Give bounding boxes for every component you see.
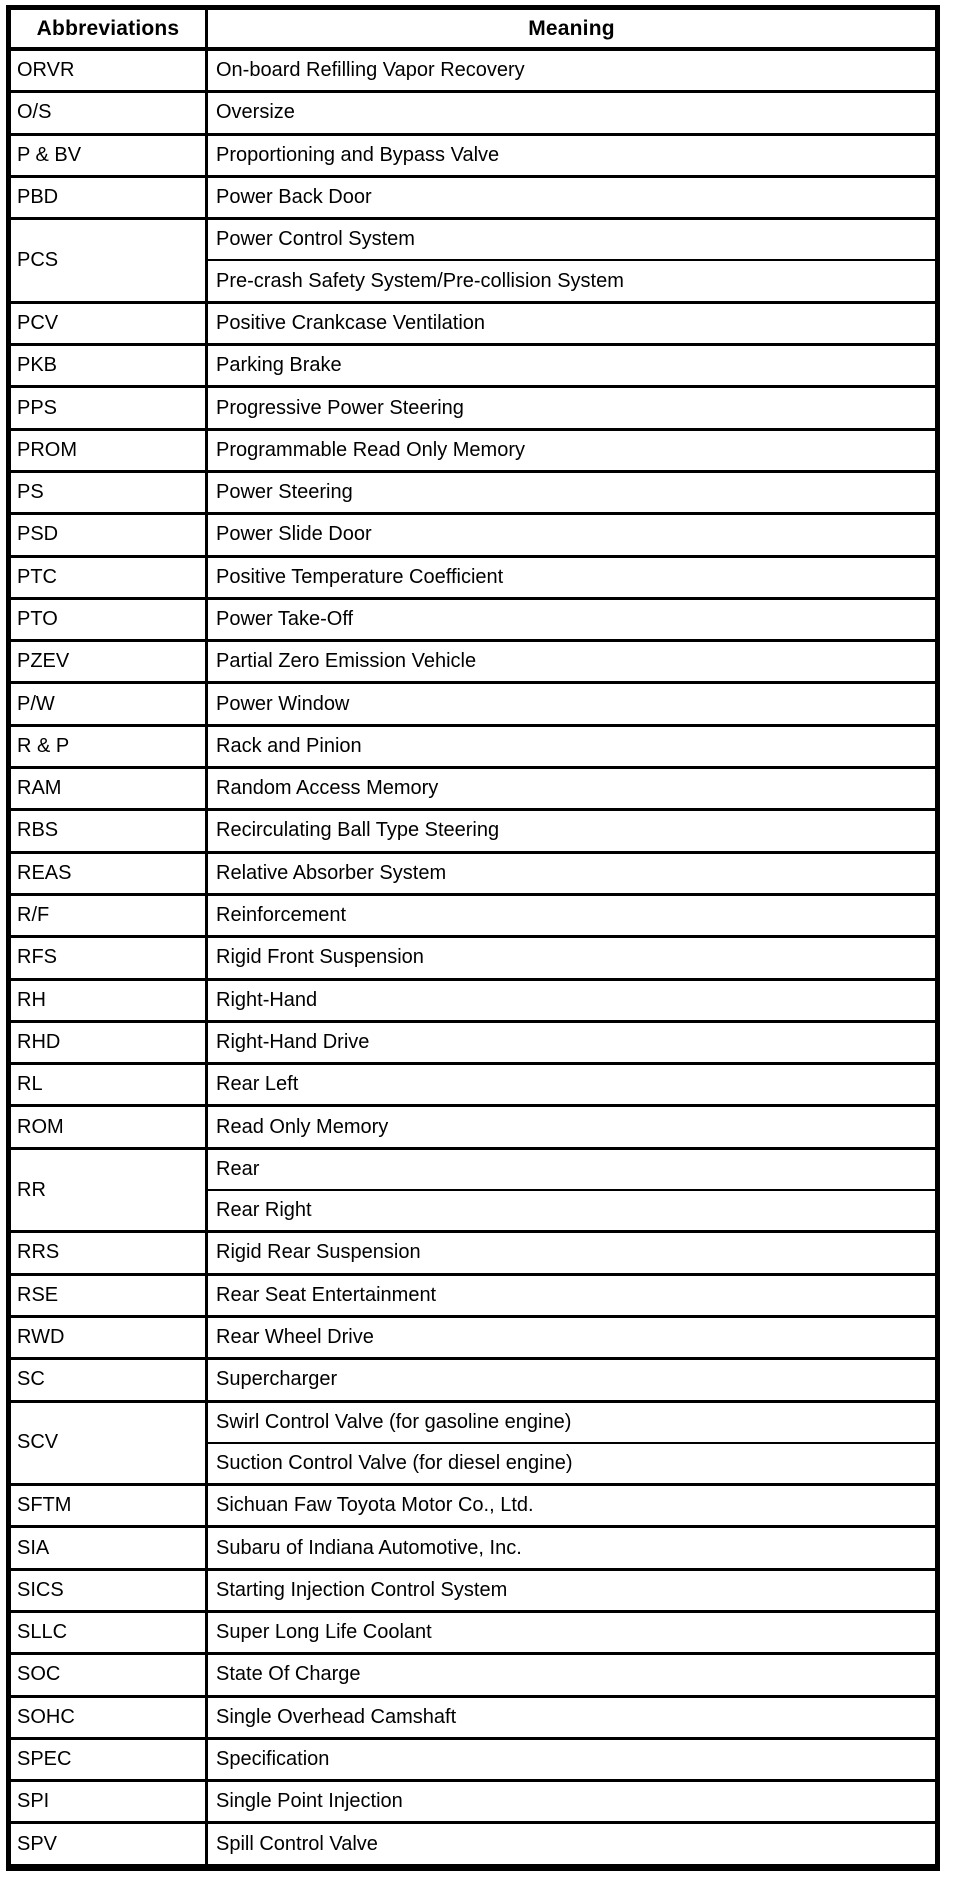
- abbreviation-cell: RH: [17, 988, 46, 1011]
- table-row: [11, 470, 935, 512]
- table-row: [11, 175, 935, 217]
- table-row: [11, 343, 935, 385]
- meaning-cell: Single Overhead Camshaft: [216, 1705, 457, 1728]
- table-row: [11, 893, 935, 935]
- meaning-stack: [205, 515, 935, 554]
- abbreviation-cell: SLLC: [17, 1621, 68, 1644]
- meaning-cell: Rear Seat Entertainment: [216, 1283, 437, 1306]
- meaning-stack: [205, 727, 935, 766]
- table-row: [11, 1652, 935, 1694]
- table-row: [11, 1273, 935, 1315]
- meaning-cell: Progressive Power Steering: [216, 396, 464, 419]
- abbreviation-cell: ROM: [17, 1115, 64, 1138]
- meaning-cell: Power Control System: [216, 228, 415, 251]
- meaning-cell: Rear: [216, 1157, 260, 1180]
- meaning-cell: Power Take-Off: [216, 608, 354, 630]
- table-row: [11, 1230, 935, 1272]
- meaning-cell: Positive Temperature Coefficient: [216, 565, 504, 588]
- meaning-cell: Power Steering: [216, 481, 353, 504]
- meaning-cell: Programmable Read Only Memory: [216, 438, 525, 461]
- meaning-stack: [205, 1740, 935, 1779]
- meaning-cell: Suction Control Valve (for diesel engine): [208, 1442, 935, 1483]
- table-row: [11, 217, 935, 301]
- abbreviation-cell: SOHC: [17, 1705, 75, 1728]
- meaning-stack: [205, 93, 935, 132]
- meaning-stack: [205, 938, 935, 977]
- table-row: [11, 1779, 935, 1821]
- meaning-cell: Super Long Life Coolant: [216, 1621, 432, 1644]
- abbreviation-cell: PPS: [17, 396, 58, 419]
- meaning-cell: Power Slide Door: [216, 523, 372, 546]
- meaning-cell: Oversize: [216, 101, 295, 124]
- table-row: [11, 1020, 935, 1062]
- abbreviation-cell: PCV: [17, 311, 59, 334]
- meaning-cell: Rigid Front Suspension: [216, 946, 424, 969]
- table-row: [11, 385, 935, 427]
- abbreviation-cell: SCV: [17, 1431, 59, 1454]
- meaning-stack: [205, 1824, 935, 1863]
- meaning-cell: State Of Charge: [216, 1663, 361, 1686]
- table-row: [11, 766, 935, 808]
- abbreviation-cell: SPEC: [17, 1748, 72, 1771]
- abbreviation-cell: SPV: [17, 1832, 58, 1855]
- meaning-stack: [205, 1318, 935, 1357]
- meaning-stack: [205, 1233, 935, 1272]
- meaning-cell: On-board Refilling Vapor Recovery: [216, 59, 525, 82]
- table-row: [11, 1821, 935, 1863]
- table-row: [11, 1568, 935, 1610]
- meaning-cell: Relative Absorber System: [216, 861, 447, 884]
- meaning-cell: Right-Hand: [216, 988, 318, 1011]
- meaning-stack: [205, 473, 935, 512]
- meaning-stack: [205, 1403, 935, 1484]
- abbreviation-cell: SPI: [17, 1790, 50, 1813]
- meaning-stack: [205, 1655, 935, 1694]
- table-row: [11, 1695, 935, 1737]
- abbreviation-cell: P/W: [17, 692, 55, 715]
- table-row: [11, 90, 935, 132]
- table-row: [11, 1315, 935, 1357]
- abbreviation-cell: RR: [17, 1178, 46, 1201]
- meaning-cell: Single Point Injection: [216, 1790, 403, 1813]
- meaning-stack: [205, 642, 935, 681]
- abbreviation-cell: PTO: [17, 608, 58, 630]
- table-row: [11, 51, 935, 90]
- table-row: [11, 1062, 935, 1104]
- meaning-stack: [205, 811, 935, 850]
- abbreviation-cell: SICS: [17, 1578, 64, 1601]
- meaning-stack: [205, 220, 935, 301]
- table-row: [11, 978, 935, 1020]
- meaning-stack: [205, 1360, 935, 1399]
- meaning-stack: [205, 178, 935, 217]
- table-row: [11, 512, 935, 554]
- abbreviation-cell: PTC: [17, 565, 57, 588]
- meaning-stack: [205, 1571, 935, 1610]
- meaning-stack: [205, 1698, 935, 1737]
- abbreviation-cell: RAM: [17, 777, 62, 800]
- meaning-cell: Rear Wheel Drive: [216, 1326, 374, 1349]
- abbreviation-cell: PBD: [17, 186, 59, 209]
- meaning-stack: [205, 854, 935, 893]
- abbreviation-cell: R/F: [17, 904, 50, 927]
- meaning-stack: [205, 600, 935, 639]
- meaning-stack: [205, 388, 935, 427]
- meaning-cell: Reinforcement: [216, 904, 347, 927]
- meaning-stack: [205, 136, 935, 175]
- table-row: [11, 724, 935, 766]
- table-row: [11, 428, 935, 470]
- table-row: [11, 1104, 935, 1146]
- table-row: [11, 133, 935, 175]
- meaning-cell: Sichuan Faw Toyota Motor Co., Ltd.: [216, 1494, 534, 1517]
- abbreviation-cell: SIA: [17, 1536, 50, 1559]
- meaning-cell: Spill Control Valve: [216, 1832, 378, 1855]
- abbreviation-cell: PSD: [17, 523, 59, 546]
- meaning-stack: [205, 1150, 935, 1231]
- abbreviation-cell: RFS: [17, 946, 57, 969]
- meaning-cell: Subaru of Indiana Automotive, Inc.: [216, 1536, 522, 1559]
- meaning-cell: Starting Injection Control System: [216, 1578, 508, 1601]
- abbreviations-table: [6, 5, 940, 1871]
- abbreviation-cell: PS: [17, 481, 44, 504]
- abbreviation-cell: RBS: [17, 819, 59, 842]
- meaning-stack: [205, 558, 935, 597]
- table-row: [11, 301, 935, 343]
- abbreviation-cell: RL: [17, 1073, 43, 1096]
- meaning-stack: [205, 1065, 935, 1104]
- meaning-stack: [205, 769, 935, 808]
- abbreviation-cell: REAS: [17, 861, 72, 884]
- abbreviation-cell: RRS: [17, 1241, 60, 1264]
- abbreviation-cell: PROM: [17, 438, 77, 461]
- header-meaning: Meaning: [205, 10, 935, 47]
- abbreviation-cell: O/S: [17, 101, 52, 124]
- meaning-stack: [205, 51, 935, 90]
- abbreviation-cell: RSE: [17, 1283, 59, 1306]
- table-row: [11, 808, 935, 850]
- abbreviation-cell: PKB: [17, 354, 58, 377]
- meaning-cell: Random Access Memory: [216, 777, 439, 800]
- table-row: [11, 1610, 935, 1652]
- table-row: [11, 1737, 935, 1779]
- meaning-cell: Recirculating Ball Type Steering: [216, 819, 500, 842]
- table-row: [11, 1483, 935, 1525]
- table-row: [11, 1400, 935, 1484]
- table-row: [11, 935, 935, 977]
- meaning-stack: [205, 304, 935, 343]
- meaning-stack: [205, 684, 935, 723]
- table-row: [11, 1357, 935, 1399]
- meaning-cell: Read Only Memory: [216, 1115, 389, 1138]
- meaning-cell: Rack and Pinion: [216, 734, 362, 757]
- table-row: [11, 597, 935, 639]
- meaning-cell: Rear Left: [216, 1073, 299, 1096]
- meaning-cell: Rear Right: [208, 1189, 935, 1230]
- abbreviation-cell: PZEV: [17, 650, 70, 673]
- meaning-stack: [205, 346, 935, 385]
- meaning-cell: Supercharger: [216, 1368, 338, 1391]
- meaning-cell: Proportioning and Bypass Valve: [216, 143, 500, 166]
- meaning-cell: Right-Hand Drive: [216, 1030, 370, 1053]
- table-row: [11, 555, 935, 597]
- abbreviation-cell: SFTM: [17, 1494, 72, 1517]
- meaning-cell: Swirl Control Valve (for gasoline engine): [216, 1410, 572, 1433]
- meaning-stack: [205, 1528, 935, 1567]
- meaning-cell: Pre-crash Safety System/Pre-collision System: [208, 259, 935, 300]
- abbreviation-cell: SC: [17, 1368, 45, 1391]
- meaning-stack: [205, 896, 935, 935]
- table-row: [11, 1147, 935, 1231]
- meaning-stack: [205, 1276, 935, 1315]
- table-row: [11, 681, 935, 723]
- abbreviation-cell: P & BV: [17, 143, 82, 166]
- meaning-cell: Positive Crankcase Ventilation: [216, 311, 486, 334]
- table-row: [11, 851, 935, 893]
- abbreviation-cell: PCS: [17, 248, 59, 271]
- meaning-cell: Power Back Door: [216, 186, 372, 209]
- meaning-stack: [205, 1107, 935, 1146]
- abbreviation-cell: SOC: [17, 1663, 61, 1686]
- table-row: [11, 1525, 935, 1567]
- meaning-cell: Partial Zero Emission Vehicle: [216, 650, 477, 673]
- meaning-cell: Parking Brake: [216, 354, 342, 377]
- meaning-stack: [205, 1023, 935, 1062]
- abbreviation-cell: RHD: [17, 1030, 61, 1053]
- meaning-cell: Rigid Rear Suspension: [216, 1241, 421, 1264]
- abbreviation-cell: R & P: [17, 734, 70, 757]
- header-abbreviations: Abbreviations: [36, 16, 180, 40]
- meaning-stack: [205, 431, 935, 470]
- table-body: [11, 51, 935, 1864]
- abbreviation-cell: RWD: [17, 1326, 65, 1349]
- meaning-cell: Power Window: [216, 692, 350, 715]
- meaning-stack: [205, 981, 935, 1020]
- table-row: [11, 639, 935, 681]
- meaning-stack: [205, 1613, 935, 1652]
- meaning-cell: Specification: [216, 1748, 330, 1771]
- table-header-row: [11, 10, 935, 51]
- meaning-stack: [205, 1486, 935, 1525]
- abbreviation-cell: ORVR: [17, 59, 75, 82]
- meaning-stack: [205, 1782, 935, 1821]
